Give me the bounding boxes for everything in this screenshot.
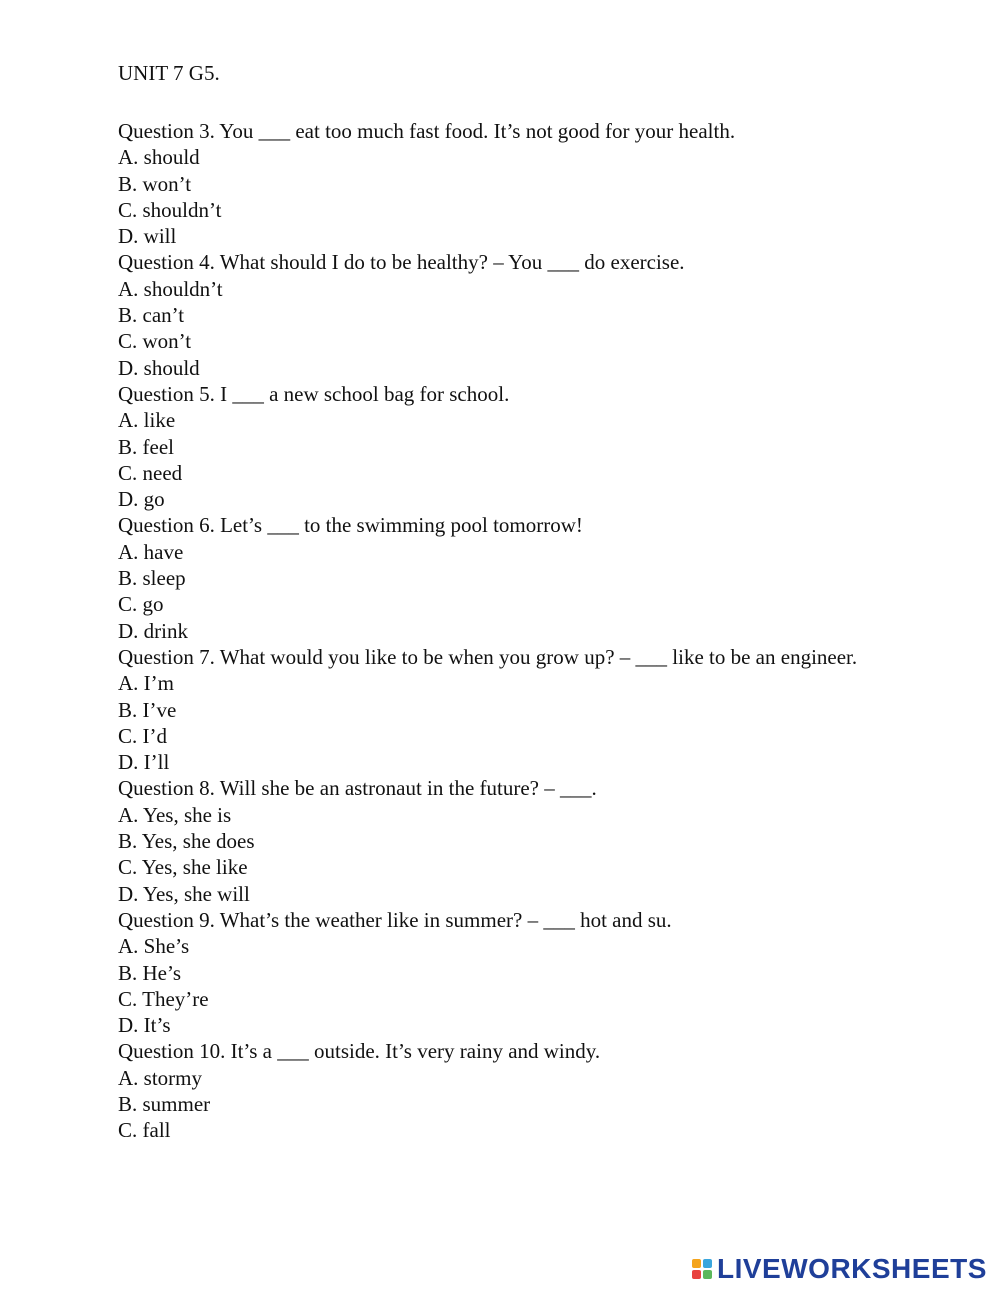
answer-option: D. drink xyxy=(118,618,188,643)
answer-option: D. will xyxy=(118,224,177,249)
answer-option: A. should xyxy=(118,145,200,170)
logo-square xyxy=(703,1270,712,1279)
answer-option: D. It’s xyxy=(118,1013,171,1038)
answer-option: C. shouldn’t xyxy=(118,197,222,222)
question-text: Question 4. What should I do to be healthy? – You ___ do exercise. xyxy=(118,250,685,275)
question-list xyxy=(118,118,858,1144)
answer-option: A. shouldn’t xyxy=(118,276,223,301)
answer-option: C. Yes, she like xyxy=(118,855,248,880)
answer-option: D. Yes, she will xyxy=(118,881,250,906)
question-block xyxy=(118,249,858,380)
question-block xyxy=(118,644,858,775)
answer-option: A. I’m xyxy=(118,671,174,696)
answer-option: B. feel xyxy=(118,434,174,459)
question-text: Question 8. Will she be an astronaut in the future? – ___. xyxy=(118,776,597,801)
answer-option: C. go xyxy=(118,592,164,617)
answer-option: B. Yes, she does xyxy=(118,829,255,854)
answer-option: A. Yes, she is xyxy=(118,802,232,827)
answer-option: A. like xyxy=(118,408,176,433)
answer-option: B. summer xyxy=(118,1091,211,1116)
answer-option: A. stormy xyxy=(118,1065,202,1090)
answer-option: A. have xyxy=(118,539,184,564)
question-text: Question 7. What would you like to be when you grow up? – ___ like to be an engineer. xyxy=(118,644,858,669)
question-block xyxy=(118,1038,858,1143)
answer-option: D. go xyxy=(118,487,165,512)
logo-square xyxy=(692,1259,701,1268)
answer-option: D. I’ll xyxy=(118,750,170,775)
answer-option: B. can’t xyxy=(118,303,185,328)
liveworksheets-logo xyxy=(692,1254,987,1284)
question-block xyxy=(118,512,858,643)
answer-option: A. She’s xyxy=(118,934,190,959)
answer-option: B. I’ve xyxy=(118,697,177,722)
question-block xyxy=(118,775,858,906)
answer-option: C. fall xyxy=(118,1118,171,1143)
answer-option: C. need xyxy=(118,460,183,485)
logo-square xyxy=(692,1270,701,1279)
answer-option: B. He’s xyxy=(118,960,181,985)
question-text: Question 3. You ___ eat too much fast food. It’s not good for your health. xyxy=(118,119,736,143)
question-text: Question 5. I ___ a new school bag for school. xyxy=(118,381,510,406)
answer-option: B. sleep xyxy=(118,566,186,591)
question-text: Question 6. Let’s ___ to the swimming pool tomorrow! xyxy=(118,513,583,538)
answer-option: C. I’d xyxy=(118,723,167,748)
question-block xyxy=(118,381,858,512)
question-text: Question 9. What’s the weather like in summer? – ___ hot and su. xyxy=(118,907,672,932)
logo-square xyxy=(703,1259,712,1268)
answer-option: D. should xyxy=(118,355,200,380)
logo-text: LIVEWORKSHEETS xyxy=(717,1253,987,1284)
answer-option: B. won’t xyxy=(118,171,192,196)
question-block xyxy=(118,907,858,1038)
logo-mark-icon xyxy=(692,1259,712,1279)
question-text: Question 10. It’s a ___ outside. It’s very rainy and windy. xyxy=(118,1039,601,1064)
answer-option: C. won’t xyxy=(118,329,192,354)
page-title: UNIT 7 G5. xyxy=(118,61,220,85)
answer-option: C. They’re xyxy=(118,986,209,1011)
question-block xyxy=(118,118,858,249)
